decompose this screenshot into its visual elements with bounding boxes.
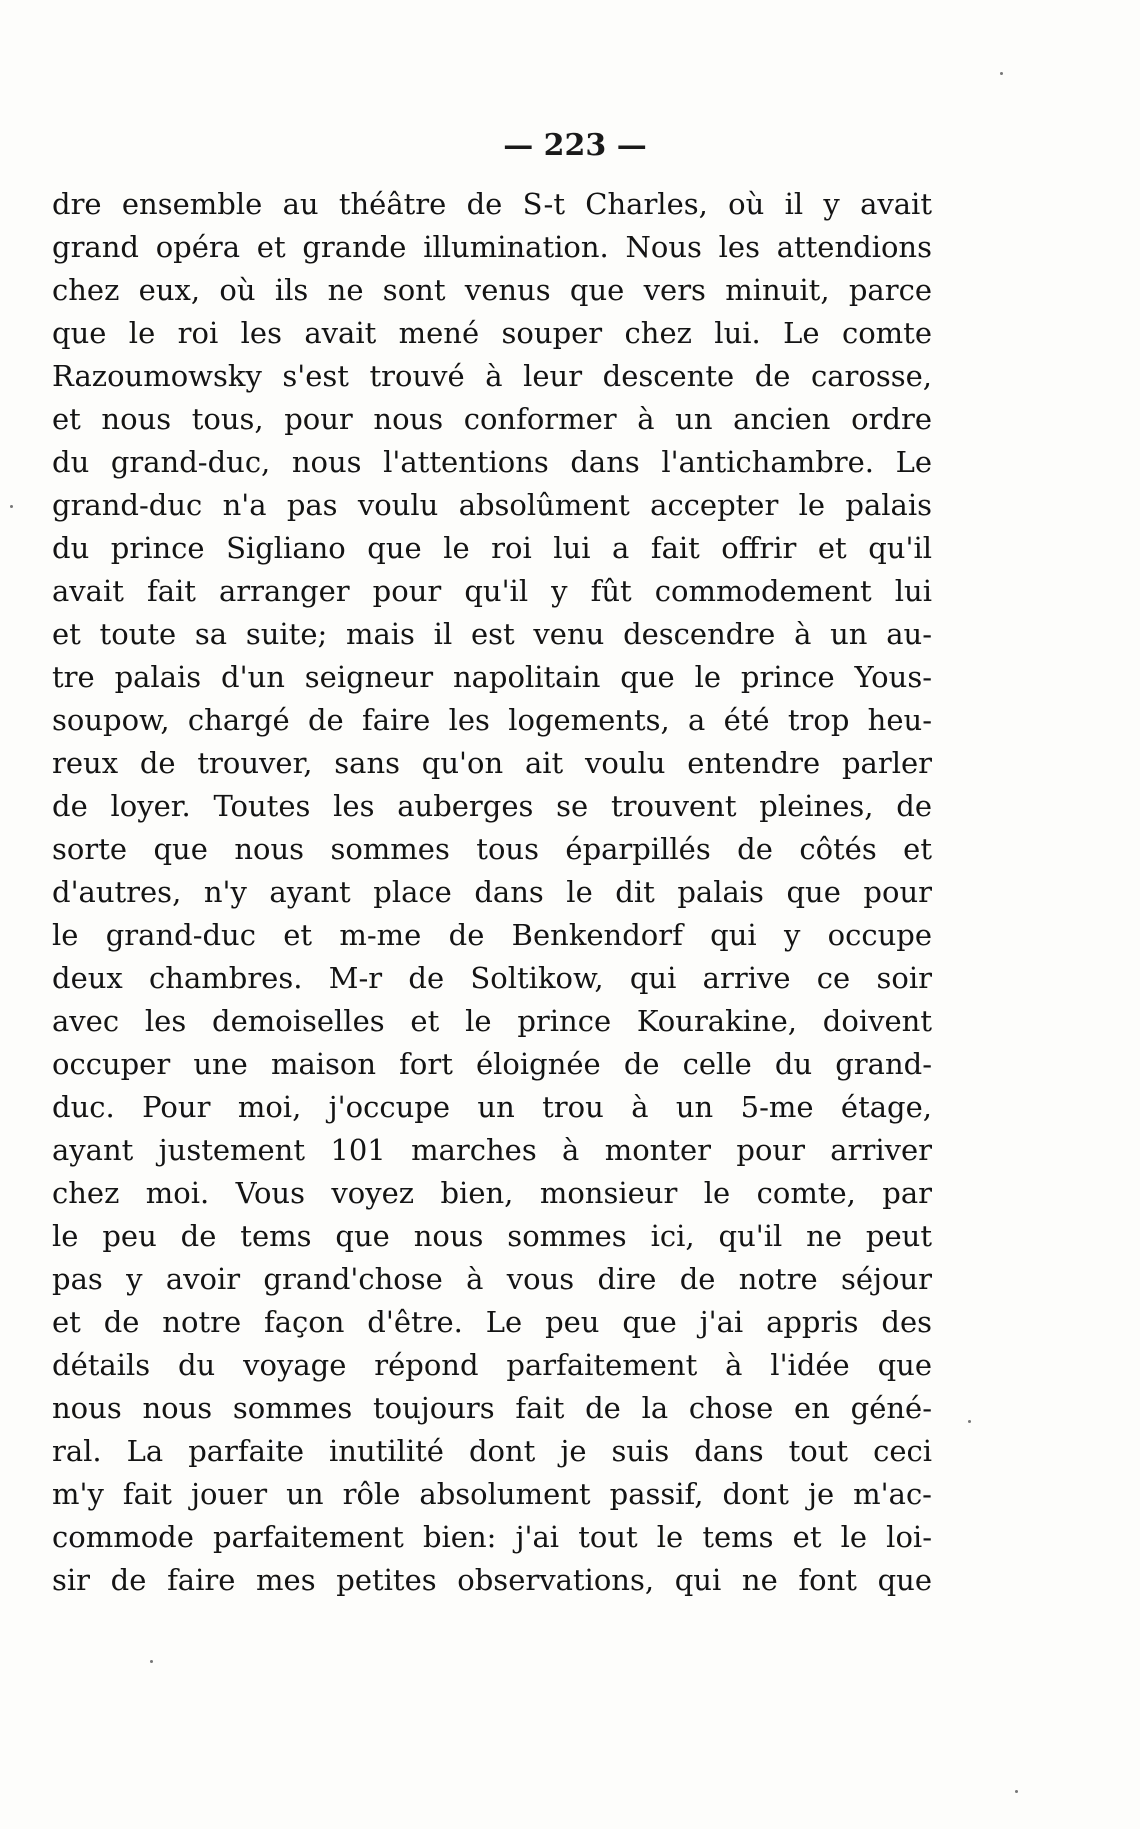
text-line: dre ensemble au théâtre de S-t Charles, où il y avait [52, 187, 932, 221]
text-line: chez moi. Vous voyez bien, monsieur le comte, par [52, 1176, 932, 1210]
text-line: Razoumowsky s'est trouvé à leur descente de carosse, [52, 359, 932, 393]
text-line: sir de faire mes petites observations, qui ne font que [52, 1563, 932, 1597]
text-line: et nous tous, pour nous conformer à un ancien ordre [52, 402, 932, 436]
text-line: sorte que nous sommes tous éparpillés de côtés et [52, 832, 932, 866]
scan-speck [10, 505, 13, 508]
text-line: reux de trouver, sans qu'on ait voulu entendre parler [52, 746, 932, 780]
page-number: — 223 — [503, 128, 647, 163]
text-line: ayant justement 101 marches à monter pour arriver [52, 1133, 932, 1167]
scan-speck [968, 1420, 971, 1423]
text-line: du prince Sigliano que le roi lui a fait offrir et qu'il [52, 531, 932, 565]
text-line: le grand-duc et m-me de Benkendorf qui y occupe [52, 918, 932, 952]
text-line: occuper une maison fort éloignée de celle du grand- [52, 1047, 932, 1081]
text-line: et de notre façon d'être. Le peu que j'ai appris des [52, 1305, 932, 1339]
text-line: tre palais d'un seigneur napolitain que le prince Yous- [52, 660, 932, 694]
text-line: soupow, chargé de faire les logements, a été trop heu- [52, 703, 932, 737]
text-line: et toute sa suite; mais il est venu descendre à un au- [52, 617, 932, 651]
text-line: du grand-duc, nous l'attentions dans l'antichambre. Le [52, 445, 932, 479]
text-line: duc. Pour moi, j'occupe un trou à un 5-me étage, [52, 1090, 932, 1124]
text-line: que le roi les avait mené souper chez lui. Le comte [52, 316, 932, 350]
text-line: avec les demoiselles et le prince Kourakine, doivent [52, 1004, 932, 1038]
text-line: grand opéra et grande illumination. Nous les attendions [52, 230, 932, 264]
text-line: de loyer. Toutes les auberges se trouvent pleines, de [52, 789, 932, 823]
text-line: pas y avoir grand'chose à vous dire de notre séjour [52, 1262, 932, 1296]
text-line: avait fait arranger pour qu'il y fût commodement lui [52, 574, 932, 608]
text-line: le peu de tems que nous sommes ici, qu'il ne peut [52, 1219, 932, 1253]
text-line: commode parfaitement bien: j'ai tout le tems et le loi- [52, 1520, 932, 1554]
text-line: ral. La parfaite inutilité dont je suis dans tout ceci [52, 1434, 932, 1468]
text-line: d'autres, n'y ayant place dans le dit palais que pour [52, 875, 932, 909]
text-line: deux chambres. M-r de Soltikow, qui arrive ce soir [52, 961, 932, 995]
text-line: nous nous sommes toujours fait de la chose en géné- [52, 1391, 932, 1425]
scan-speck [1000, 72, 1003, 75]
text-line: chez eux, où ils ne sont venus que vers minuit, parce [52, 273, 932, 307]
text-line: détails du voyage répond parfaitement à l'idée que [52, 1348, 932, 1382]
text-line: grand-duc n'a pas voulu absolûment accepter le palais [52, 488, 932, 522]
scan-speck [150, 1660, 153, 1663]
scan-speck [1015, 1790, 1018, 1793]
text-line: m'y fait jouer un rôle absolument passif, dont je m'ac- [52, 1477, 932, 1511]
body-text [52, 183, 932, 1602]
